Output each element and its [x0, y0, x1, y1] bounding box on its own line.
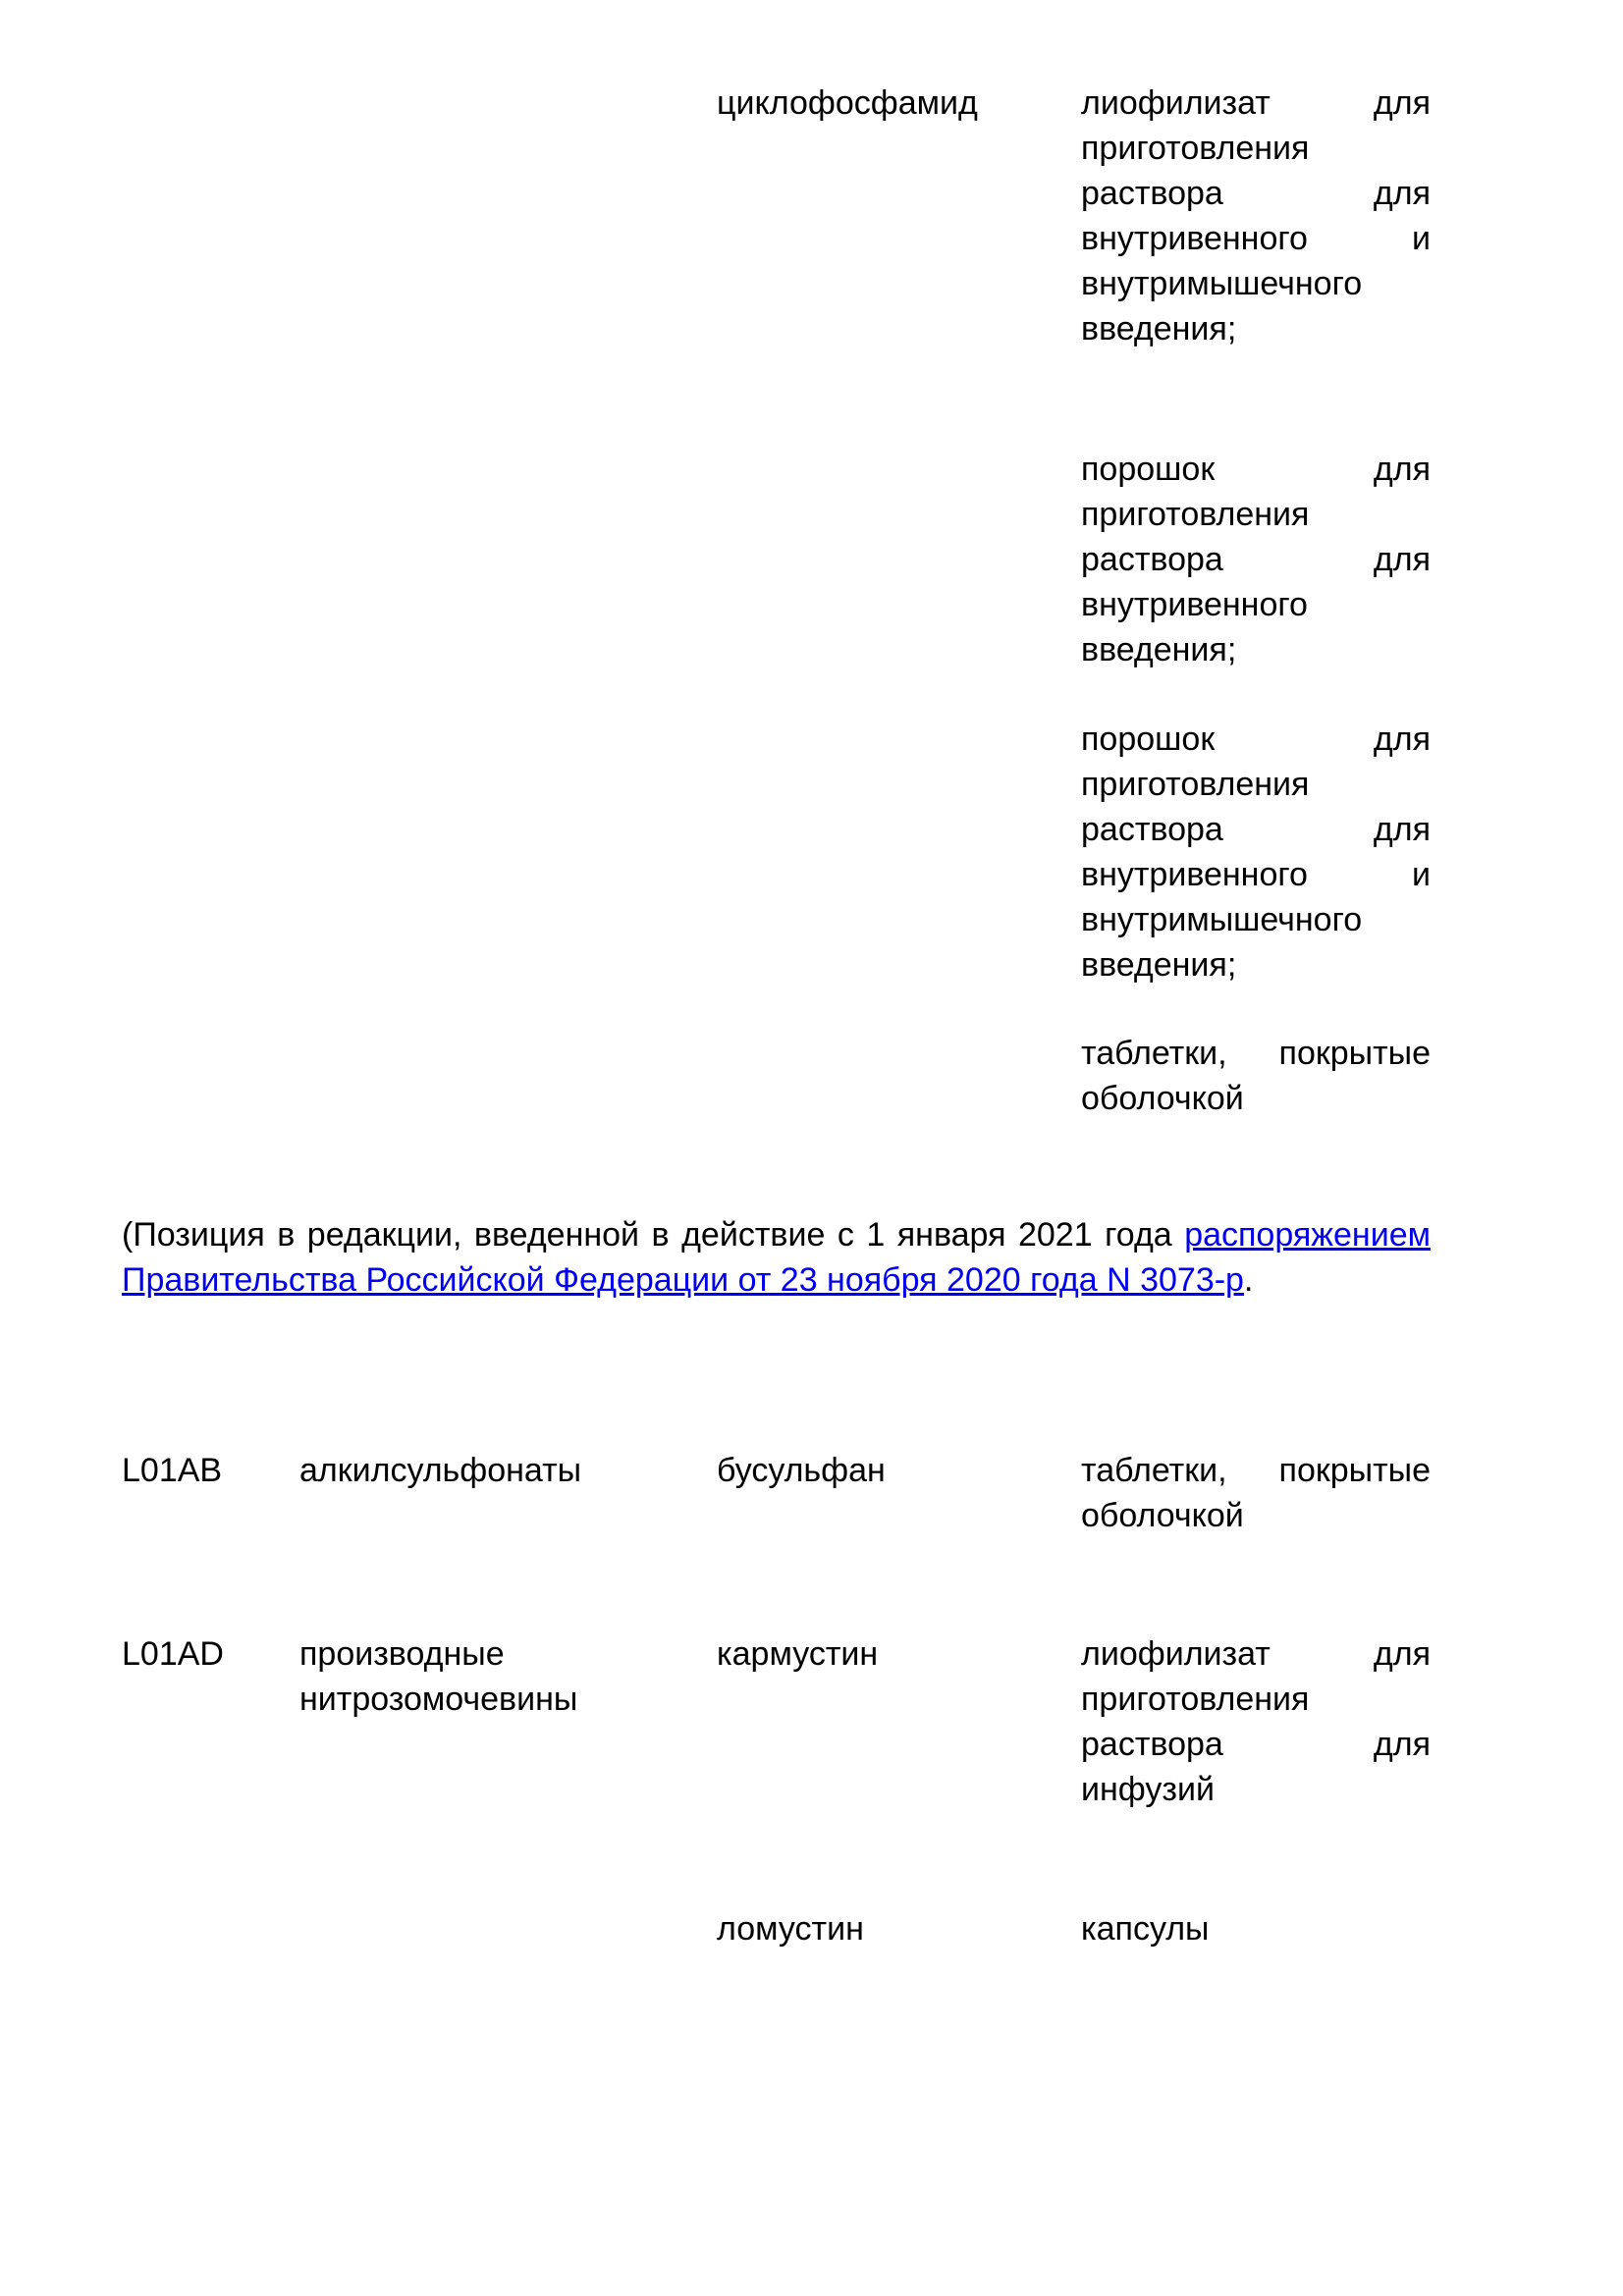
dosage-form-carmustine	[1081, 1631, 1431, 1812]
form-line: приготовления	[1081, 766, 1310, 803]
atc-code-l01ad: L01AD	[122, 1635, 224, 1673]
form-line: лиофилизат для	[1081, 84, 1431, 122]
form-line: введения;	[1081, 631, 1237, 668]
drug-name-carmustine: кармустин	[717, 1635, 879, 1673]
drug-name-cyclophosphamide: циклофосфамид	[717, 84, 978, 122]
drug-name-lomustine: ломустин	[717, 1910, 864, 1948]
dosage-form-4	[1081, 1031, 1431, 1121]
form-line: внутривенного и	[1081, 220, 1431, 257]
atc-group-nitrosourea	[299, 1631, 692, 1722]
form-line: порошок для	[1081, 451, 1431, 488]
form-line: инфузий	[1081, 1771, 1215, 1808]
form-line: капсулы	[1081, 1910, 1210, 1948]
regulation-link[interactable]: распоряжением Правительства Российской Федерации от 23 ноября 2020 года N 3073-р	[122, 1216, 1431, 1299]
form-line: раствора для	[1081, 1726, 1431, 1763]
form-line: раствора для	[1081, 541, 1431, 578]
atc-group-alkylsulfonates: алкилсульфонаты	[299, 1452, 582, 1489]
dosage-form-3	[1081, 717, 1431, 988]
form-line: приготовления	[1081, 496, 1310, 533]
drug-name-busulfan: бусульфан	[717, 1452, 886, 1489]
note-suffix: .	[1243, 1261, 1254, 1299]
form-line: введения;	[1081, 946, 1237, 984]
form-line: раствора для	[1081, 175, 1431, 212]
form-line: оболочкой	[1081, 1497, 1244, 1534]
form-line: таблетки, покрытые	[1081, 1452, 1431, 1489]
form-line: таблетки, покрытые	[1081, 1035, 1431, 1072]
dosage-form-busulfan	[1081, 1448, 1431, 1538]
form-line: приготовления	[1081, 1681, 1310, 1718]
note-prefix: (Позиция в редакции, введенной в действие с 1 января 2021 года	[122, 1216, 1185, 1254]
form-line: оболочкой	[1081, 1080, 1244, 1117]
form-line: внутримышечного	[1081, 265, 1363, 302]
revision-note	[122, 1212, 1431, 1303]
form-line: лиофилизат для	[1081, 1635, 1431, 1673]
group-line: производные	[299, 1635, 505, 1673]
form-line: введения;	[1081, 310, 1237, 347]
dosage-form-2	[1081, 447, 1431, 672]
form-line: порошок для	[1081, 721, 1431, 758]
form-line: внутривенного	[1081, 586, 1308, 623]
form-line: внутримышечного	[1081, 901, 1363, 938]
form-line: приготовления	[1081, 130, 1310, 167]
form-line: раствора для	[1081, 811, 1431, 848]
group-line: нитрозомочевины	[299, 1681, 578, 1718]
dosage-form-lomustine	[1081, 1906, 1431, 1951]
dosage-form-1	[1081, 80, 1431, 351]
form-line: внутривенного и	[1081, 856, 1431, 893]
atc-code-l01ab: L01AB	[122, 1452, 223, 1489]
